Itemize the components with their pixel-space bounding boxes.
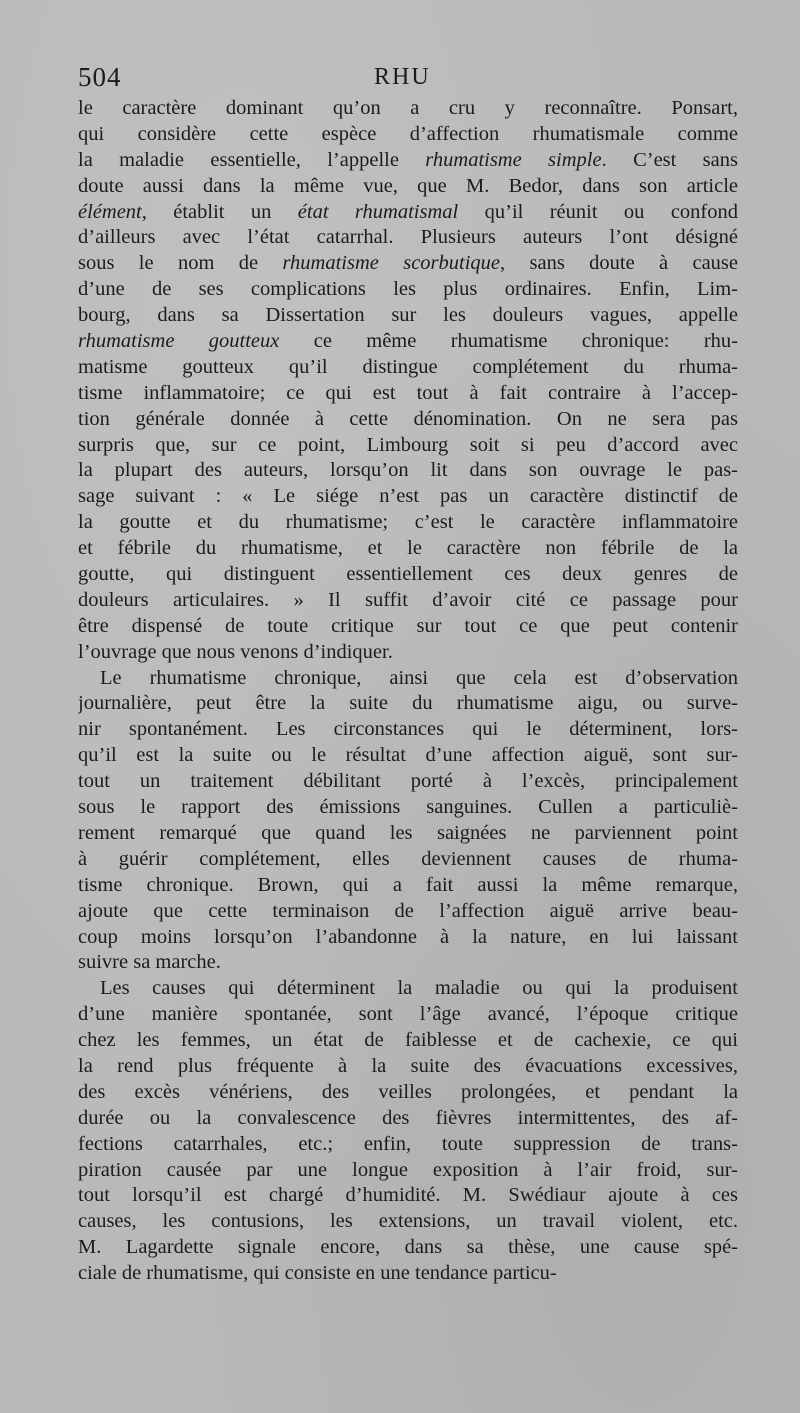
body-text bbox=[78, 96, 738, 1287]
text-line: sous le rapport des émissions sanguines. Cullen a particuliè- bbox=[78, 796, 738, 819]
page-number: 504 bbox=[78, 62, 122, 92]
text-line: suivre sa marche. bbox=[78, 951, 221, 974]
text-line: rement remarqué que quand les saignées ne parviennent point bbox=[78, 821, 738, 844]
running-head: RHU bbox=[374, 64, 431, 90]
text-line: tion générale donnée à cette dénomination. On ne sera pas bbox=[78, 407, 738, 430]
text-line: à guérir complétement, elles deviennent causes de rhuma- bbox=[78, 847, 738, 870]
text-line: le caractère dominant qu’on a cru y reconnaître. Ponsart, bbox=[78, 97, 738, 119]
text-line: d’ailleurs avec l’état catarrhal. Plusieurs auteurs l’ont désigné bbox=[78, 226, 738, 249]
text-line: bourg, dans sa Dissertation sur les douleurs vagues, appelle bbox=[78, 304, 738, 327]
text-line: coup moins lorsqu’on l’abandonne à la nature, en lui laissant bbox=[78, 925, 738, 948]
text-line: tisme chronique. Brown, qui a fait aussi la même remarque, bbox=[78, 873, 738, 896]
text-line: qui considère cette espèce d’affection rhumatismale comme bbox=[78, 122, 738, 145]
page-header bbox=[78, 62, 738, 96]
text-line: journalière, peut être la suite du rhumatisme aigu, ou surve- bbox=[78, 692, 738, 715]
text-line: douleurs articulaires. » Il suffit d’avoir cité ce passage pour bbox=[78, 588, 738, 611]
text-line: durée ou la convalescence des fièvres intermittentes, des af- bbox=[78, 1106, 738, 1129]
text-line: fections catarrhales, etc.; enfin, toute suppression de trans- bbox=[78, 1132, 738, 1155]
text-line: la plupart des auteurs, lorsqu’on lit dans son ouvrage le pas- bbox=[78, 459, 738, 482]
text-line: matisme goutteux qu’il distingue complétement du rhuma- bbox=[78, 355, 738, 378]
text-line: ajoute que cette terminaison de l’affection aiguë arrive beau- bbox=[78, 899, 738, 922]
text-line: la goutte et du rhumatisme; c’est le caractère inflammatoire bbox=[78, 511, 738, 534]
text-line: tisme inflammatoire; ce qui est tout à fait contraire à l’accep- bbox=[78, 381, 738, 404]
text-line: sous le nom de rhumatisme scorbutique, sans doute à cause bbox=[78, 252, 738, 275]
text-line: tout un traitement débilitant porté à l’excès, principalement bbox=[78, 770, 738, 793]
text-line: élément, établit un état rhumatismal qu’il réunit ou confond bbox=[78, 200, 738, 223]
text-line: des excès vénériens, des veilles prolongées, et pendant la bbox=[78, 1080, 738, 1103]
text-line: ciale de rhumatisme, qui consiste en une tendance particu- bbox=[78, 1262, 557, 1285]
text-line: nir spontanément. Les circonstances qui le déterminent, lors- bbox=[78, 718, 738, 741]
text-line: et fébrile du rhumatisme, et le caractère non fébrile de la bbox=[78, 537, 738, 560]
text-line: rhumatisme goutteux ce même rhumatisme chronique: rhu- bbox=[78, 330, 738, 353]
text-line: la maladie essentielle, l’appelle rhumatisme simple. C’est sans bbox=[78, 148, 738, 171]
text-line: l’ouvrage que nous venons d’indiquer. bbox=[78, 640, 393, 663]
text-line: d’une manière spontanée, sont l’âge avancé, l’époque critique bbox=[78, 1003, 738, 1026]
text-line: M. Lagardette signale encore, dans sa thèse, une cause spé- bbox=[78, 1236, 738, 1259]
text-line: Les causes qui déterminent la maladie ou qui la produisent bbox=[100, 977, 738, 1000]
text-line: la rend plus fréquente à la suite des évacuations excessives, bbox=[78, 1054, 738, 1077]
text-line: être dispensé de toute critique sur tout ce que peut contenir bbox=[78, 614, 738, 637]
text-line: qu’il est la suite ou le résultat d’une affection aiguë, sont sur- bbox=[78, 744, 738, 767]
text-line: tout lorsqu’il est chargé d’humidité. M. Swédiaur ajoute à ces bbox=[78, 1184, 738, 1207]
text-line: goutte, qui distinguent essentiellement ces deux genres de bbox=[78, 563, 738, 586]
text-line: chez les femmes, un état de faiblesse et de cachexie, ce qui bbox=[78, 1029, 738, 1052]
text-line: Le rhumatisme chronique, ainsi que cela est d’observation bbox=[100, 666, 738, 689]
text-line: causes, les contusions, les extensions, un travail violent, etc. bbox=[78, 1210, 738, 1233]
text-line: d’une de ses complications les plus ordinaires. Enfin, Lim- bbox=[78, 278, 738, 301]
text-line: piration causée par une longue exposition à l’air froid, sur- bbox=[78, 1158, 738, 1181]
text-line: surpris que, sur ce point, Limbourg soit si peu d’accord avec bbox=[78, 433, 738, 456]
text-line: sage suivant : « Le siége n’est pas un caractère distinctif de bbox=[78, 485, 738, 508]
text-line: doute aussi dans la même vue, que M. Bedor, dans son article bbox=[78, 174, 738, 197]
